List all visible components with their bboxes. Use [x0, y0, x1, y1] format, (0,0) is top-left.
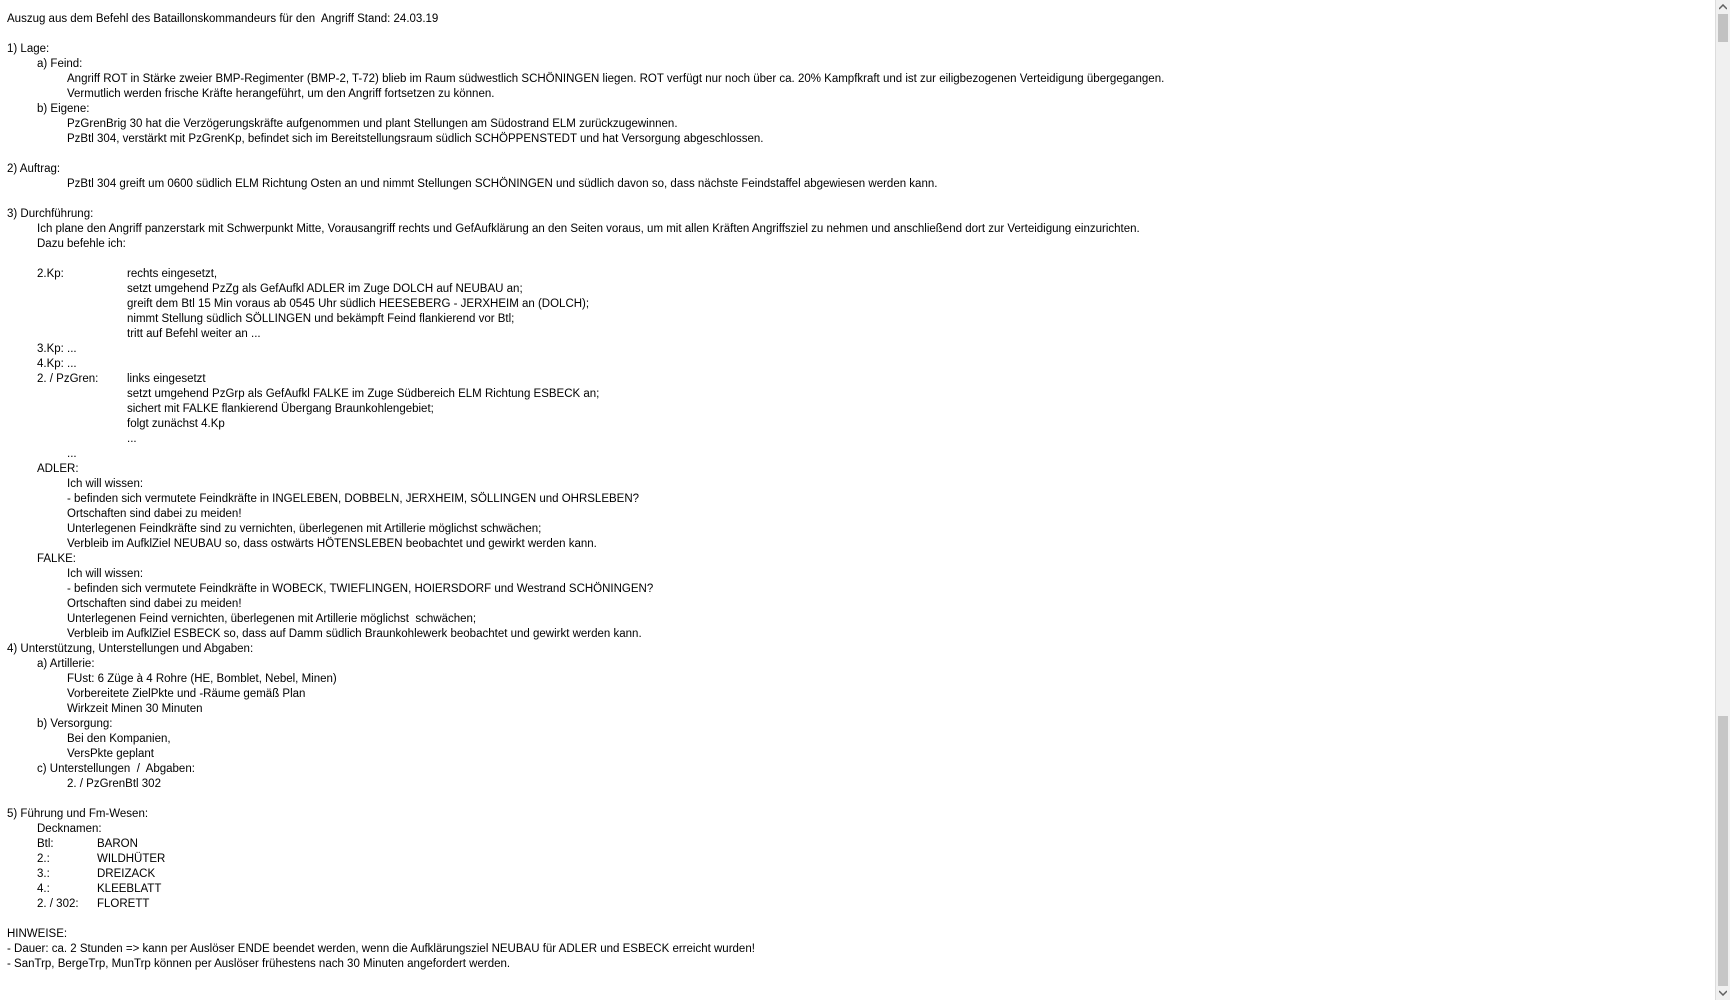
artillerie-line: Vorbereitete ZielPkte und -Räume gemäß Plan: [67, 688, 306, 700]
pzgren-row: [7, 372, 1707, 387]
callsign-key: 4.:: [37, 883, 50, 895]
versorgung-line: Bei den Kompanien,: [67, 733, 171, 745]
callsign-value: FLORETT: [97, 898, 150, 910]
hinweise-title: HINWEISE:: [7, 928, 68, 940]
artillerie-label: a) Artillerie:: [37, 658, 95, 670]
falke-line: Verbleib im AufklZiel ESBECK so, dass auf Damm südlich Braunkohlewerk beobachtet und gewirkt werden kann.: [67, 628, 642, 640]
ellipsis-line: ...: [67, 448, 77, 460]
feind-line: Angriff ROT in Stärke zweier BMP-Regimenter (BMP-2, T-72) blieb im Raum südwestlich SCHÖNINGEN liegen. ROT verfügt nur noch über ca. 20% Kampfkraft und ist zur eiligbezogenen Verteidigung übergegangen.: [67, 73, 1165, 85]
order-document: [7, 12, 1707, 972]
durchfuehrung-intro: Dazu befehle ich:: [37, 238, 126, 250]
chevron-down-icon[interactable]: [1716, 986, 1730, 1000]
section-unterstuetzung-title: 4) Unterstützung, Unterstellungen und Abgaben:: [7, 643, 254, 655]
document-header: Auszug aus dem Befehl des Bataillonskommandeurs für den Angriff Stand: 24.03.19: [7, 13, 439, 25]
section-fuehrung-title: 5) Führung und Fm-Wesen:: [7, 808, 149, 820]
eigene-line: PzBtl 304, verstärkt mit PzGrenKp, befindet sich im Bereitstellungsraum südlich SCHÖPPENSTEDT und hat Versorgung abgeschlossen.: [67, 133, 764, 145]
feind-label: a) Feind:: [37, 58, 83, 70]
hinweise-line: - Dauer: ca. 2 Stunden => kann per Auslöser ENDE beendet werden, wenn die Aufklärungsziel NEUBAU für ADLER und ESBECK erreicht wurden!: [7, 943, 755, 955]
section-durchfuehrung-title: 3) Durchführung:: [7, 208, 94, 220]
kp2-line: rechts eingesetzt,: [127, 268, 218, 280]
callsign-row: [7, 867, 1707, 882]
adler-line: Unterlegenen Feindkräfte sind zu vernichten, überlegenen mit Artillerie möglichst schwächen;: [67, 523, 542, 535]
versorgung-label: b) Versorgung:: [37, 718, 113, 730]
artillerie-line: Wirkzeit Minen 30 Minuten: [67, 703, 203, 715]
kp3-line: 3.Kp: ...: [37, 343, 77, 355]
callsign-value: WILDHÜTER: [97, 853, 166, 865]
decknamen-label: Decknamen:: [37, 823, 102, 835]
feind-line: Vermutlich werden frische Kräfte herangeführt, um den Angriff fortsetzen zu können.: [67, 88, 495, 100]
chevron-up-icon[interactable]: [1716, 0, 1730, 14]
pzgren-line: sichert mit FALKE flankierend Übergang Braunkohlengebiet;: [127, 403, 434, 415]
pzgren-key: 2. / PzGren:: [37, 373, 99, 385]
callsign-row: [7, 882, 1707, 897]
falke-line: Unterlegenen Feind vernichten, überlegenen mit Artillerie möglichst schwächen;: [67, 613, 477, 625]
kp2-key: 2.Kp:: [37, 268, 64, 280]
kp2-line: tritt auf Befehl weiter an ...: [127, 328, 261, 340]
falke-line: Ich will wissen:: [67, 568, 144, 580]
adler-line: Ich will wissen:: [67, 478, 144, 490]
pzgren-line: links eingesetzt: [127, 373, 206, 385]
callsign-value: BARON: [97, 838, 138, 850]
adler-line: Verbleib im AufklZiel NEUBAU so, dass ostwärts HÖTENSLEBEN beobachtet und gewirkt werden kann.: [67, 538, 597, 550]
durchfuehrung-intro: Ich plane den Angriff panzerstark mit Schwerpunkt Mitte, Vorausangriff rechts und GefAufklärung an den Seiten voraus, um mit allen Kräften Angriffsziel zu nehmen und anschließend dort zur Verteidigung einzurichten.: [37, 223, 1140, 235]
auftrag-text: PzBtl 304 greift um 0600 südlich ELM Richtung Osten an und nimmt Stellungen SCHÖNINGEN und südlich davon so, dass nächste Feindstaffel abgewiesen werden kann.: [67, 178, 938, 190]
scrollbar-thumb[interactable]: [1718, 14, 1728, 42]
callsign-row: [7, 852, 1707, 867]
pzgren-line: ...: [127, 433, 137, 445]
adler-line: Ortschaften sind dabei zu meiden!: [67, 508, 242, 520]
callsign-row: [7, 837, 1707, 852]
pzgren-line: folgt zunächst 4.Kp: [127, 418, 225, 430]
kp2-row: [7, 267, 1707, 282]
adler-line: - befinden sich vermutete Feindkräfte in INGELEBEN, DOBBELN, JERXHEIM, SÖLLINGEN und OHRSLEBEN?: [67, 493, 640, 505]
kp2-line: nimmt Stellung südlich SÖLLINGEN und bekämpft Feind flankierend vor Btl;: [127, 313, 515, 325]
kp4-line: 4.Kp: ...: [37, 358, 77, 370]
kp2-line: setzt umgehend PzZg als GefAufkl ADLER im Zuge DOLCH auf NEUBAU an;: [127, 283, 523, 295]
eigene-label: b) Eigene:: [37, 103, 90, 115]
artillerie-line: FUst: 6 Züge à 4 Rohre (HE, Bomblet, Nebel, Minen): [67, 673, 337, 685]
vertical-scrollbar[interactable]: [1715, 0, 1730, 1000]
section-auftrag-title: 2) Auftrag:: [7, 163, 61, 175]
section-lage-title: 1) Lage:: [7, 43, 50, 55]
pzgren-line: setzt umgehend PzGrp als GefAufkl FALKE im Zuge Südbereich ELM Richtung ESBECK an;: [127, 388, 600, 400]
unterstellungen-label: c) Unterstellungen / Abgaben:: [37, 763, 195, 775]
eigene-line: PzGrenBrig 30 hat die Verzögerungskräfte aufgenommen und plant Stellungen am Südostrand ELM zurückzugewinnen.: [67, 118, 678, 130]
callsign-row: [7, 897, 1707, 912]
callsign-value: KLEEBLATT: [97, 883, 162, 895]
falke-label: FALKE:: [37, 553, 76, 565]
unterstellungen-line: 2. / PzGrenBtl 302: [67, 778, 161, 790]
hinweise-line: - SanTrp, BergeTrp, MunTrp können per Auslöser frühestens nach 30 Minuten angefordert werden.: [7, 958, 511, 970]
callsign-key: 3.:: [37, 868, 50, 880]
callsign-value: DREIZACK: [97, 868, 156, 880]
callsign-key: Btl:: [37, 838, 54, 850]
falke-line: - befinden sich vermutete Feindkräfte in WOBECK, TWIEFLINGEN, HOIERSDORF und Westrand SCHÖNINGEN?: [67, 583, 654, 595]
scrollbar-thumb-lower[interactable]: [1718, 716, 1728, 986]
kp2-line: greift dem Btl 15 Min voraus ab 0545 Uhr südlich HEESEBERG - JERXHEIM an (DOLCH);: [127, 298, 590, 310]
versorgung-line: VersPkte geplant: [67, 748, 154, 760]
callsign-key: 2.:: [37, 853, 50, 865]
falke-line: Ortschaften sind dabei zu meiden!: [67, 598, 242, 610]
adler-label: ADLER:: [37, 463, 79, 475]
callsign-key: 2. / 302:: [37, 898, 79, 910]
